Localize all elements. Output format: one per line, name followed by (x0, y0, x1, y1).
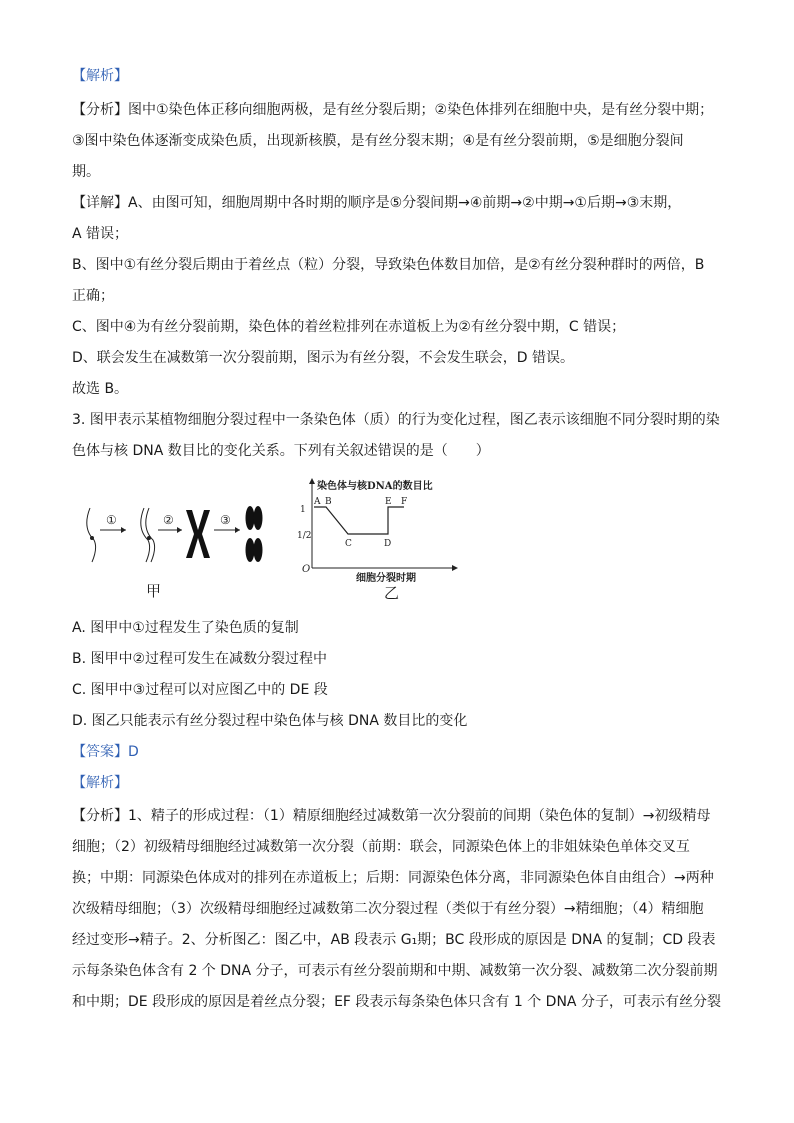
y-tick-1: 1 (300, 505, 306, 515)
detail-line-6: D、联会发生在减数第一次分裂前期，图示为有丝分裂，不会发生联会，D 错误。 (72, 350, 575, 366)
detail-line-5: C、图中④为有丝分裂前期，染色体的着丝粒排列在赤道板上为②有丝分裂中期，C 错误； (72, 319, 626, 335)
separated-chromatid-bottom-b (254, 538, 263, 562)
y-tick-half: 1/2 (297, 531, 312, 541)
detail-line-1: 【详解】A、由图可知，细胞周期中各时期的顺序是⑤分裂间期→④前期→②中期→①后期→③末期， (72, 195, 682, 211)
chromatid-strand-b (146, 508, 155, 562)
option-a: A. 图甲中①过程发生了染色质的复制 (72, 620, 299, 636)
figure-yi-caption: 乙 (384, 584, 400, 602)
chromatid-strand-a (141, 508, 150, 562)
x-axis-label: 细胞分裂时期 (356, 573, 416, 584)
point-E: E (385, 497, 392, 507)
jiexi-heading-1: 【解析】 (72, 68, 128, 84)
analysis2-line-2: 细胞；（2）初级精母细胞经过减数第一次分裂（前期：联会，同源染色体上的非姐妹染色单体交叉互 (72, 839, 690, 855)
detail-line-2: A 错误； (72, 226, 129, 242)
detail-line-7: 故选 B。 (72, 381, 129, 397)
point-B: B (325, 497, 332, 507)
origin-label: O (302, 564, 311, 575)
detail-line-4: 正确； (72, 288, 114, 304)
analysis2-line-7: 和中期；DE 段形成的原因是着丝点分裂；EF 段表示每条染色体只含有 1 个 DNA 分子，可表示有丝分裂 (72, 994, 721, 1010)
analysis-line-3: 期。 (72, 164, 100, 180)
answer-line: 【答案】D (72, 744, 139, 760)
jiexi-heading-2: 【解析】 (72, 775, 128, 791)
point-A: A (314, 497, 321, 507)
separated-chromatid-bottom (246, 538, 255, 562)
analysis2-line-3: 换；中期：同源染色体成对的排列在赤道板上；后期：同源染色体分离，非同源染色体自由组合）→两种 (72, 870, 714, 886)
question-line-2: 色体与核 DNA 数目比的变化关系。下列有关叙述错误的是（ ） (72, 443, 490, 459)
analysis2-line-6: 示每条染色体含有 2 个 DNA 分子，可表示有丝分裂前期和中期、减数第一次分裂、减数第二次分裂前期 (72, 963, 718, 979)
step-2-label: ② (163, 513, 174, 527)
option-b: B. 图甲中②过程可发生在减数分裂过程中 (72, 651, 328, 667)
analysis2-line-5: 经过变形→精子。2、分析图乙：图乙中，AB 段表示 G₁期；BC 段形成的原因是 DNA 的复制；CD 段表 (72, 932, 716, 948)
detail-line-3: B、图中①有丝分裂后期由于着丝点（粒）分裂，导致染色体数目加倍，是②有丝分裂种群时的两倍，B (72, 257, 705, 273)
centromere-dot-2 (147, 536, 151, 540)
step-3-label: ③ (220, 513, 231, 527)
condensed-chromosome (186, 510, 210, 558)
separated-chromatid-top (246, 506, 255, 530)
point-C: C (345, 539, 352, 549)
figure-yi (296, 474, 466, 586)
figure-jia (78, 500, 278, 570)
step-1-label: ① (106, 513, 117, 527)
analysis-line-2: ③图中染色体逐渐变成染色质，出现新核膜，是有丝分裂末期；④是有丝分裂前期，⑤是细胞分裂间 (72, 133, 684, 149)
question-line-1: 3. 图甲表示某植物细胞分裂过程中一条染色体（质）的行为变化过程，图乙表示该细胞不同分裂时期的染 (72, 412, 720, 428)
figure-jia-caption: 甲 (146, 582, 162, 600)
centromere-dot-1 (90, 536, 94, 540)
chromatin-strand-1 (87, 508, 96, 562)
option-c: C. 图甲中③过程可以对应图乙中的 DE 段 (72, 682, 328, 698)
analysis2-line-1: 【分析】1、精子的形成过程：（1）精原细胞经过减数第一次分裂前的间期（染色体的复制）→初级精母 (72, 808, 711, 824)
point-D: D (384, 539, 392, 549)
ratio-curve (314, 507, 404, 534)
point-F: F (401, 497, 408, 507)
option-d: D. 图乙只能表示有丝分裂过程中染色体与核 DNA 数目比的变化 (72, 713, 468, 729)
analysis2-line-4: 次级精母细胞；（3）次级精母细胞经过减数第二次分裂过程（类似于有丝分裂）→精细胞；（4）精细胞 (72, 901, 704, 917)
y-axis-label: 染色体与核DNA的数目比 (317, 481, 433, 492)
analysis-line-1: 【分析】图中①染色体正移向细胞两极，是有丝分裂后期；②染色体排列在细胞中央，是有丝分裂中期； (72, 102, 714, 118)
separated-chromatid-top-b (254, 506, 263, 530)
